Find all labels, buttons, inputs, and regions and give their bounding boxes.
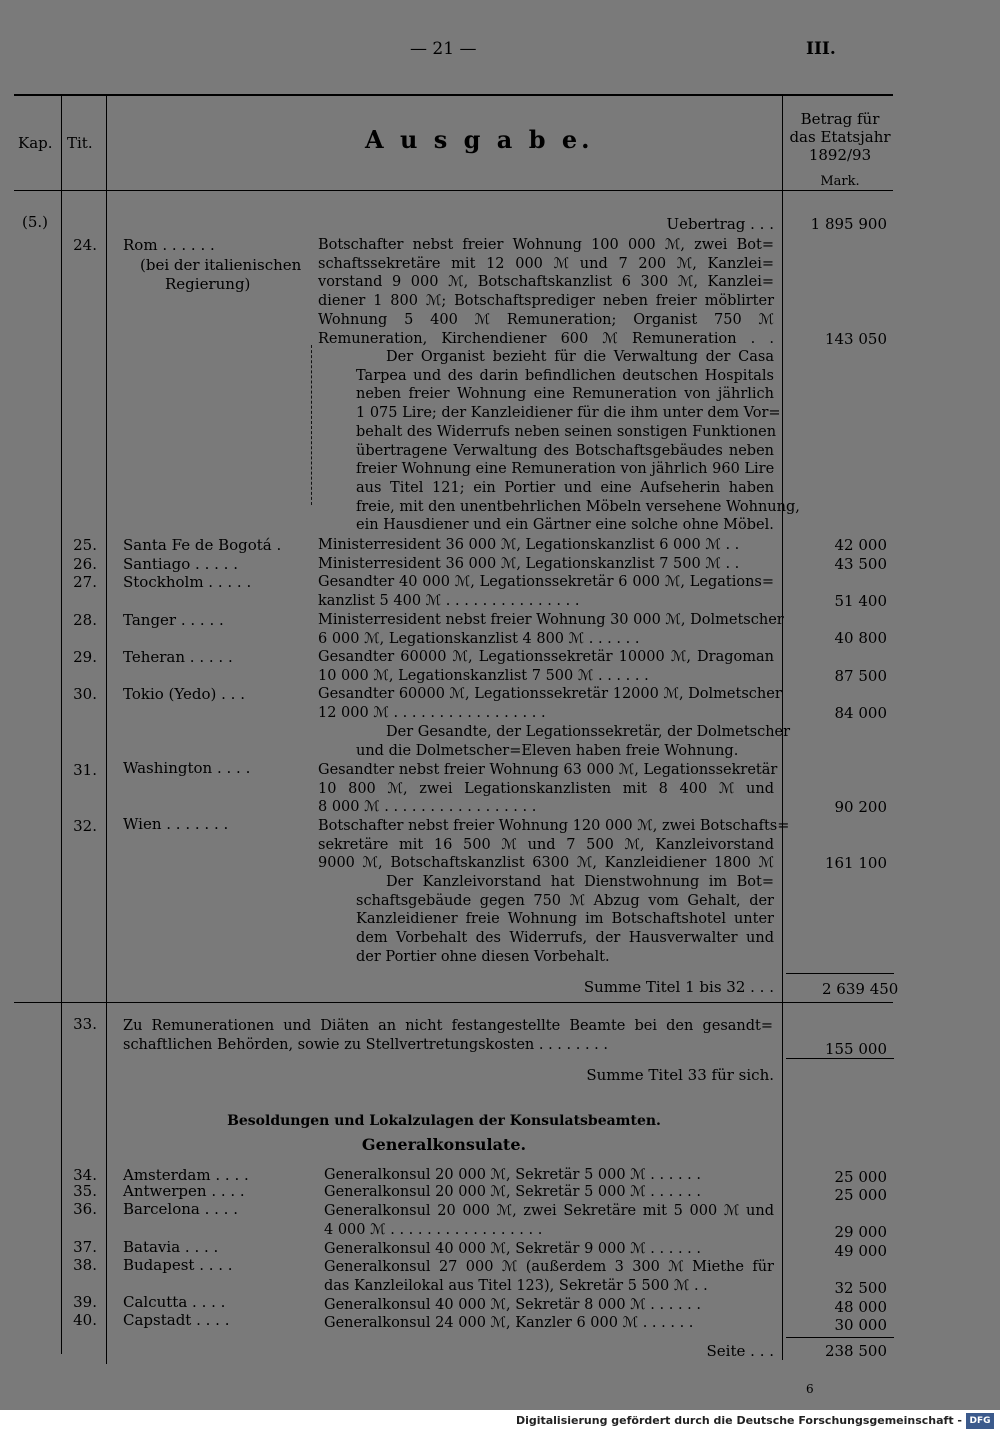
title-number: 24. bbox=[73, 236, 97, 254]
title-number: 30. bbox=[73, 685, 97, 703]
col-kap-header: Kap. bbox=[18, 134, 53, 152]
description-line: Gesandter 40 000 ℳ, Legationssekretär 6 000 ℳ, Legations= bbox=[318, 574, 774, 590]
title-number: 35. bbox=[73, 1182, 97, 1200]
note-line: ein Hausdiener und ein Gärtner eine solche ohne Möbel. bbox=[356, 517, 774, 534]
dfg-logo-icon[interactable]: DFG bbox=[966, 1413, 994, 1429]
kap-value: (5.) bbox=[22, 213, 49, 231]
title-number: 37. bbox=[73, 1238, 97, 1256]
note-line: behalt des Widerrufs neben seinen sonstigen Funktionen bbox=[356, 423, 777, 440]
col-mark-header: Mark. bbox=[820, 174, 860, 189]
sum-label: Summe Titel 33 für sich. bbox=[586, 1066, 774, 1084]
description-line: Ministerresident 36 000 ℳ, Legationskanzlist 6 000 ℳ . . bbox=[318, 537, 740, 553]
note-line: Der Gesandte, der Legationssekretär, der Dolmetscher bbox=[386, 724, 791, 740]
place-name: Amsterdam . . . . bbox=[123, 1166, 249, 1184]
title-number: 32. bbox=[73, 817, 97, 835]
entry-description bbox=[318, 236, 774, 348]
entry-description bbox=[318, 573, 774, 610]
amount-value: 84 000 bbox=[834, 704, 887, 722]
page-total-label: Seite . . . bbox=[706, 1342, 774, 1360]
subsection-title: Generalkonsulate. bbox=[361, 1135, 527, 1154]
note-line: und die Dolmetscher=Eleven haben freie Wohnung. bbox=[356, 742, 739, 759]
kap-tit-divider bbox=[61, 94, 62, 1354]
place-name: Rom . . . . . . bbox=[123, 236, 215, 254]
entry-description bbox=[324, 1202, 774, 1239]
entry-description bbox=[318, 761, 778, 817]
place-name: Washington . . . . bbox=[123, 759, 251, 777]
place-name: Batavia . . . . bbox=[123, 1238, 219, 1256]
entry-description bbox=[324, 1240, 774, 1259]
description-line: 6 000 ℳ, Legationskanzlist 4 800 ℳ . . . . . . bbox=[318, 630, 640, 647]
title-number: 26. bbox=[73, 555, 97, 573]
description-line: Generalkonsul 24 000 ℳ, Kanzler 6 000 ℳ . . . . . . bbox=[324, 1315, 694, 1331]
note-line: Kanzleidiener freie Wohnung im Botschaftshotel unter bbox=[356, 911, 774, 928]
entry-description bbox=[324, 1314, 774, 1333]
title-number: 28. bbox=[73, 611, 97, 629]
description-line: sekretäre mit 16 500 ℳ und 7 500 ℳ, Kanzleivorstand bbox=[318, 836, 774, 853]
sum-rule bbox=[786, 1058, 894, 1059]
note-marker-line bbox=[311, 345, 312, 505]
description-line: Generalkonsul 40 000 ℳ, Sekretär 8 000 ℳ . . . . . . bbox=[324, 1297, 702, 1313]
description-line: schaftssekretäre mit 12 000 ℳ und 7 200 ℳ, Kanzlei= bbox=[318, 255, 774, 272]
footer-text: Digitalisierung gefördert durch die Deutsche Forschungsgemeinschaft - bbox=[515, 1414, 962, 1427]
section-rule bbox=[14, 1002, 893, 1003]
amount-value: 90 200 bbox=[834, 798, 887, 816]
note-line: schaftsgebäude gegen 750 ℳ Abzug vom Gehalt, der bbox=[356, 892, 774, 909]
entry-description bbox=[318, 611, 784, 648]
description-line: Ministerresident 36 000 ℳ, Legationskanzlist 7 500 ℳ . . bbox=[318, 556, 740, 572]
description-line: Generalkonsul 20 000 ℳ, zwei Sekretäre mit 5 000 ℳ und bbox=[324, 1203, 774, 1219]
title-number: 33. bbox=[73, 1015, 97, 1033]
amount-value: 40 800 bbox=[834, 629, 887, 647]
place-name: Wien . . . . . . . bbox=[123, 815, 229, 833]
note-line: neben freier Wohnung eine Remuneration von jährlich bbox=[356, 386, 774, 403]
title-number: 38. bbox=[73, 1256, 97, 1274]
entry-description bbox=[324, 1296, 774, 1315]
place-name: Tanger . . . . . bbox=[123, 611, 224, 629]
entry-description bbox=[324, 1166, 774, 1185]
header-rule bbox=[14, 190, 893, 191]
place-name: Stockholm . . . . . bbox=[123, 573, 252, 591]
place-name: Santa Fe de Bogotá . bbox=[123, 536, 282, 554]
place-name: Tokio (Yedo) . . . bbox=[123, 685, 245, 703]
note-line: freie, mit den unentbehrlichen Möbeln versehene Wohnung, bbox=[356, 498, 800, 515]
text-amount-divider-lower bbox=[782, 1160, 783, 1360]
description-line: 10 000 ℳ, Legationskanzlist 7 500 ℳ . . . . . . bbox=[318, 667, 649, 684]
place-name: Capstadt . . . . bbox=[123, 1311, 230, 1329]
title-number: 39. bbox=[73, 1293, 97, 1311]
sum-value: 2 639 450 bbox=[822, 980, 899, 998]
note-line: Der Kanzleivorstand hat Dienstwohnung im Bot= bbox=[386, 874, 774, 890]
amount-value: 143 050 bbox=[824, 330, 887, 348]
note-line: Der Organist bezieht für die Verwaltung der Casa bbox=[386, 349, 774, 365]
place-name: Teheran . . . . . bbox=[123, 648, 233, 666]
amount-value: 49 000 bbox=[834, 1242, 887, 1260]
note-line: 1 075 Lire; der Kanzleidiener für die ihm unter dem Vor= bbox=[356, 405, 781, 422]
amount-value: 32 500 bbox=[834, 1279, 887, 1297]
amount-value: 42 000 bbox=[834, 536, 887, 554]
note-line: übertragene Verwaltung des Botschaftsgebäudes neben bbox=[356, 442, 774, 459]
description-line: 8 000 ℳ . . . . . . . . . . . . . . . . . bbox=[318, 799, 537, 816]
title-number: 36. bbox=[73, 1200, 97, 1218]
amount-value: 155 000 bbox=[824, 1040, 887, 1058]
title-number: 25. bbox=[73, 536, 97, 554]
description-line: Gesandter 60000 ℳ, Legationssekretär 12000 ℳ, Dolmetscher bbox=[318, 686, 782, 702]
description-line: Gesandter 60000 ℳ, Legationssekretär 10000 ℳ, Dragoman bbox=[318, 649, 774, 665]
entry-note bbox=[356, 348, 800, 535]
entry-description bbox=[324, 1258, 774, 1295]
note-line: der Portier ohne diesen Vorbehalt. bbox=[356, 948, 610, 965]
title-number: 40. bbox=[73, 1311, 97, 1329]
page-total-value: 238 500 bbox=[824, 1342, 887, 1360]
description-line: Gesandter nebst freier Wohnung 63 000 ℳ, Legationssekretär bbox=[318, 762, 778, 778]
description-line: Botschafter nebst freier Wohnung 100 000 ℳ, zwei Bot= bbox=[318, 237, 774, 253]
description-line: vorstand 9 000 ℳ, Botschaftskanzlist 6 300 ℳ, Kanzlei= bbox=[318, 274, 774, 291]
page-number: — 21 — bbox=[410, 39, 477, 59]
uebertrag-value: 1 895 900 bbox=[810, 215, 887, 233]
description-line: diener 1 800 ℳ; Botschaftsprediger neben freier möblirter bbox=[318, 293, 774, 310]
sheet-marker: 6 bbox=[806, 1382, 814, 1396]
description-line: 12 000 ℳ . . . . . . . . . . . . . . . . . bbox=[318, 704, 546, 721]
amount-value: 51 400 bbox=[834, 592, 887, 610]
description-line: schaftlichen Behörden, sowie zu Stellvertretungskosten . . . . . . . . bbox=[123, 1036, 608, 1053]
entry-description bbox=[318, 555, 774, 574]
entry-note bbox=[356, 873, 774, 967]
entry-description bbox=[123, 1017, 773, 1054]
note-line: Tarpea und des darin befindlichen deutschen Hospitals bbox=[356, 367, 774, 384]
place-name: Santiago . . . . . bbox=[123, 555, 238, 573]
place-name: Antwerpen . . . . bbox=[123, 1182, 245, 1200]
amount-value: 161 100 bbox=[824, 854, 887, 872]
entry-description bbox=[318, 685, 782, 722]
section-number: III. bbox=[806, 39, 836, 59]
description-line: Wohnung 5 400 ℳ Remuneration; Organist 750 ℳ bbox=[318, 311, 774, 328]
title-number: 34. bbox=[73, 1166, 97, 1184]
title-number: 27. bbox=[73, 573, 97, 591]
digitization-footer bbox=[0, 1410, 1000, 1433]
description-line: kanzlist 5 400 ℳ . . . . . . . . . . . . . . . bbox=[318, 592, 580, 609]
description-line: 10 800 ℳ, zwei Legationskanzlisten mit 8 400 ℳ und bbox=[318, 780, 774, 797]
uebertrag-label: Uebertrag . . . bbox=[666, 215, 774, 233]
entry-description bbox=[318, 536, 774, 555]
amount-value: 25 000 bbox=[834, 1168, 887, 1186]
sum-label: Summe Titel 1 bis 32 . . . bbox=[583, 978, 774, 996]
description-line: Generalkonsul 27 000 ℳ (außerdem 3 300 ℳ Miethe für bbox=[324, 1259, 774, 1275]
amount-value: 48 000 bbox=[834, 1298, 887, 1316]
description-line: 4 000 ℳ . . . . . . . . . . . . . . . . . bbox=[324, 1221, 543, 1238]
amount-value: 43 500 bbox=[834, 555, 887, 573]
description-line: Generalkonsul 20 000 ℳ, Sekretär 5 000 ℳ . . . . . . bbox=[324, 1167, 702, 1183]
col-betrag-line1: Betrag für bbox=[800, 110, 880, 128]
amount-value: 87 500 bbox=[834, 667, 887, 685]
section-title: Besoldungen und Lokalzulagen der Konsulatsbeamten. bbox=[227, 1113, 661, 1129]
entry-note bbox=[356, 723, 791, 760]
description-line: Botschafter nebst freier Wohnung 120 000 ℳ, zwei Botschafts= bbox=[318, 818, 790, 834]
note-line: dem Vorbehalt des Widerrufs, der Hausverwalter und bbox=[356, 930, 774, 947]
text-amount-divider bbox=[782, 94, 783, 1174]
tit-text-divider bbox=[106, 94, 107, 1364]
col-tit-header: Tit. bbox=[67, 134, 93, 152]
entry-description bbox=[318, 648, 774, 685]
page-total-rule bbox=[786, 1337, 894, 1338]
note-line: freier Wohnung eine Remuneration von jährlich 960 Lire bbox=[356, 461, 775, 478]
amount-value: 29 000 bbox=[834, 1223, 887, 1241]
title-number: 31. bbox=[73, 761, 97, 779]
amount-value: 30 000 bbox=[834, 1316, 887, 1334]
entry-description bbox=[318, 817, 790, 873]
description-line: Zu Remunerationen und Diäten an nicht festangestellte Beamte bei den gesandt= bbox=[123, 1018, 773, 1034]
top-rule bbox=[14, 94, 893, 96]
entry-description bbox=[324, 1183, 774, 1202]
col-betrag-line3: 1892/93 bbox=[808, 146, 872, 164]
sum-rule bbox=[786, 973, 894, 974]
note-line: aus Titel 121; ein Portier und eine Aufseherin haben bbox=[356, 479, 774, 496]
place-subline: Regierung) bbox=[165, 275, 251, 293]
place-name: Barcelona . . . . bbox=[123, 1200, 238, 1218]
description-line: das Kanzleilokal aus Titel 123), Sekretär 5 500 ℳ . . bbox=[324, 1277, 708, 1294]
description-line: Generalkonsul 40 000 ℳ, Sekretär 9 000 ℳ . . . . . . bbox=[324, 1241, 702, 1257]
description-line: 9000 ℳ, Botschaftskanzlist 6300 ℳ, Kanzleidiener 1800 ℳ bbox=[318, 855, 774, 872]
description-line: Generalkonsul 20 000 ℳ, Sekretär 5 000 ℳ . . . . . . bbox=[324, 1184, 702, 1200]
title-number: 29. bbox=[73, 648, 97, 666]
amount-value: 25 000 bbox=[834, 1186, 887, 1204]
col-ausgabe-header: A u s g a b e. bbox=[365, 125, 594, 154]
col-betrag-line2: das Etatsjahr bbox=[789, 128, 891, 146]
description-line: Ministerresident nebst freier Wohnung 30 000 ℳ, Dolmetscher bbox=[318, 612, 784, 628]
place-name: Calcutta . . . . bbox=[123, 1293, 226, 1311]
place-subline: (bei der italienischen bbox=[140, 256, 302, 274]
place-name: Budapest . . . . bbox=[123, 1256, 233, 1274]
description-line: Remuneration, Kirchendiener 600 ℳ Remuneration . . bbox=[318, 330, 774, 347]
